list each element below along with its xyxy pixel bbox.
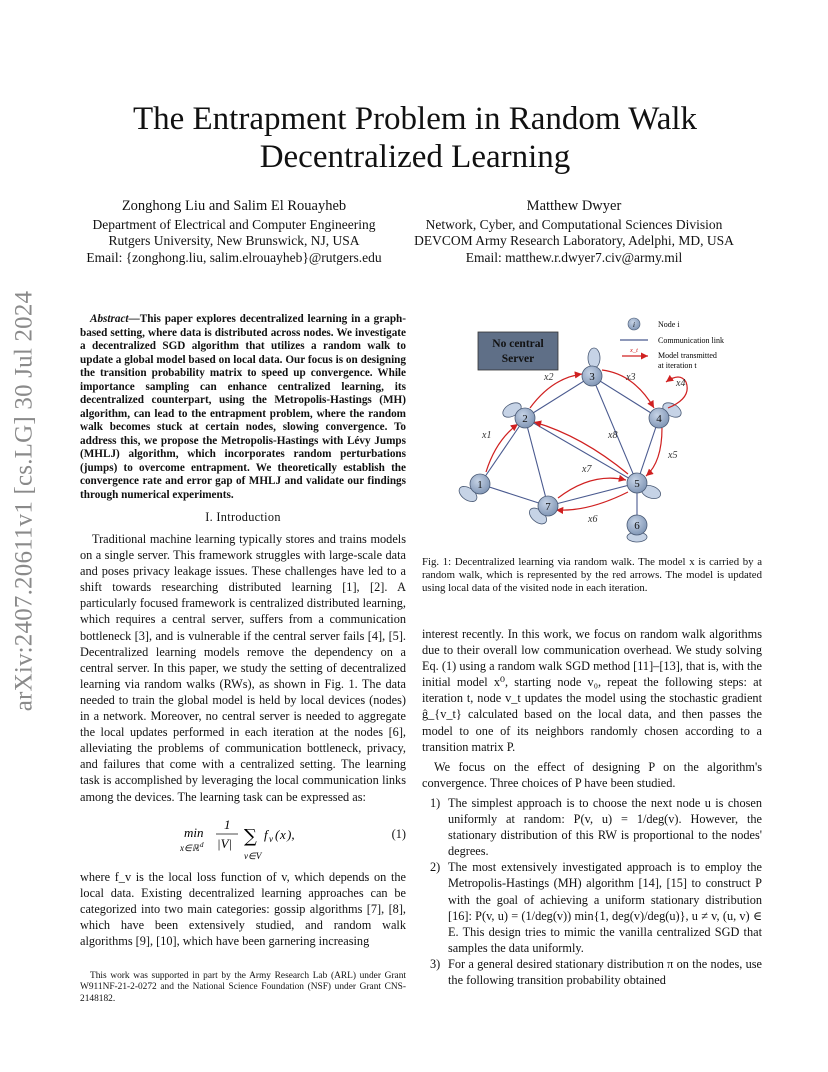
edge-label-x1: x1 — [482, 430, 492, 441]
list-item-text: The simplest approach is to choose the next node u is chosen uniformly at random: P(v, u) = 1/deg(v). However, the stationary distribution of this RW is proportional to the nodes' degrees. — [448, 795, 762, 859]
svg-text:f: f — [264, 826, 268, 842]
abstract-label: Abstract — [90, 313, 129, 325]
edge-label-x6: x6 — [588, 514, 598, 525]
abstract — [80, 313, 406, 502]
svg-text:v∈V: v∈V — [244, 850, 262, 861]
node-label-5: 5 — [634, 478, 640, 490]
author-name: Matthew Dwyer — [526, 198, 622, 214]
list-number: 2) — [430, 860, 441, 875]
edge-label-x7: x7 — [582, 464, 592, 475]
equation-1-graphic — [180, 815, 330, 865]
svg-text:v: v — [269, 833, 273, 844]
edge-label-x5: x5 — [668, 450, 678, 461]
author-affiliation: Network, Cyber, and Computational Sciences Division — [425, 216, 723, 232]
server-label-line-2: Server — [501, 353, 535, 365]
communication-links — [480, 376, 659, 525]
list-number: 3) — [430, 956, 441, 971]
node-label-2: 2 — [522, 413, 528, 425]
server-label-line-1: No central — [492, 338, 544, 350]
node-label-3: 3 — [589, 371, 595, 383]
figure-1-caption: Fig. 1: Decentralized learning via random walk. The model x is carried by a random walk, which is represented by the red arrows. The model is updated using local data of the visited node in each iteration. — [422, 556, 762, 595]
node-label-7: 7 — [545, 501, 551, 513]
author-block-1 — [70, 198, 398, 266]
svg-text:∑: ∑ — [244, 825, 257, 847]
author-email: Email: matthew.r.dwyer7.civ@army.mil — [465, 249, 683, 265]
list-item — [422, 859, 762, 956]
equation-1 — [80, 811, 406, 865]
list-item-text: The most extensively investigated approach is to employ the Metropolis-Hastings (MH) algorithm [14], [15] to construct P with the goal of achieving a uniform stationary distribution [16]: P(v, u) = (1/deg(v)) min{1, deg(v)/deg(u)}, u ≠ v, (u, v) ∈ E. This design tries to mimic the vanilla centralized SGD that samples the data uniformly. — [448, 860, 762, 955]
right-paragraph-2: We focus on the effect of designing P on the algorithm's convergence. Three choices of P have been studied. — [422, 759, 762, 790]
arxiv-id-text: arXiv:2407.20611v1 [cs.LG] 30 Jul 2024 — [10, 290, 38, 712]
svg-text:(: ( — [275, 826, 280, 842]
intro-paragraph-1: Traditional machine learning typically stores and trains models on a single server. This framework struggles with large-scale data and poses privacy leakage issues. These challenges have led to a shift towards researching distributed learning [1], [2]. A particularly focused framework is centralized distributed learning, which requires a central server, suffers from a communication bottleneck [3], and is vulnerable if the central server fails [4], [5]. Decentralized learning models remove the dependency on a central server. In this paper, we study the setting of decentralized learning via random walks (RWs), as shown in Fig. 1. The data needed to train the global model is held by local devices (nodes) in a network. Moreover, no central server is needed to aggregate the local updates performed in each iteration at the nodes [6], alleviating the problems of communication bottleneck, privacy, and failures that come with a centralized setting. The learning task is accomplished by leveraging the local communication links among the devices. The learning task can be expressed as: — [80, 532, 406, 804]
node-label-6: 6 — [634, 520, 640, 532]
list-item-text: For a general desired stationary distribution π on the nodes, use the following transition probability obtained — [448, 956, 762, 987]
legend-arrow-label: x_t — [630, 347, 638, 354]
author-block-2 — [400, 198, 748, 266]
author-affiliation: Department of Electrical and Computer Engineering — [92, 216, 376, 232]
right-column — [422, 626, 762, 988]
edge-label-x3: x3 — [626, 372, 636, 383]
funding-footnote: This work was supported in part by the Army Research Lab (ARL) under Grant W911NF-21-2-0272 and the National Science Foundation (NSF) under Grant CNS-2148182. — [80, 971, 406, 1004]
svg-text:1: 1 — [224, 816, 231, 832]
list-number: 1) — [430, 795, 441, 810]
right-paragraph-1: interest recently. In this work, we focus on random walk algorithms due to their overall low communication overhead. We study solving Eq. (1) using a random walk SGD method [11]–[13], that is, with the initial model x⁰, starting node v₀, repeat the following steps: at iteration t, node v_t updates the model using the stochastic gradient ĝ_{v_t} calculated based on the local data, and then passes the model to one of its neighbors randomly chosen according to a transition matrix P. — [422, 627, 762, 754]
intro-paragraph-2: where f_v is the local loss function of v, which depends on the local data. Existing decentralized learning approaches can be categorized into two main categories: gossip algorithms [7], [8], which have been extensively studied, and random walk algorithms [9], [10], which have been garnering increasing — [80, 869, 406, 948]
transition-choices-list — [422, 795, 762, 988]
list-item — [422, 956, 762, 988]
paper-title — [60, 100, 770, 176]
equation-1-number: (1) — [391, 826, 406, 841]
author-email: Email: {zonghong.liu, salim.elrouayheb}@rutgers.edu — [86, 249, 382, 265]
node-labels — [477, 371, 662, 532]
svg-text:x: x — [280, 826, 286, 842]
author-location: Rutgers University, New Brunswick, NJ, USA — [108, 233, 360, 248]
svg-text:|V|: |V| — [217, 835, 233, 851]
left-column — [80, 313, 406, 1005]
abstract-text: —This paper explores decentralized learning in a graph-based setting, where data is distributed across nodes. We investigate a decentralized SGD algorithm that utilizes a random walk to update a global model based on local data. Our focus is on designing the transition probability matrix to speed up convergence. While importance sampling can enhance centralized learning, its decentralized counterpart, using the Metropolis-Hastings (MH) algorithm, can lead to the entrapment problem, where the random walk becomes stuck at certain nodes, slowing convergence. To address this, we propose the Metropolis-Hastings with Lévy Jumps (MHLJ) algorithm, which incorporates random perturbations (jumps) to overcome entrapment. We theoretically establish the convergence rate and error gap of MHLJ and validate our findings through numerical experiments. — [80, 313, 406, 501]
svg-text:i: i — [633, 321, 635, 329]
edge-label-x2: x2 — [544, 372, 554, 383]
title-line-1: The Entrapment Problem in Random Walk — [132, 101, 698, 137]
legend-link-text: Communication link — [658, 336, 724, 345]
legend-node-text: Node i — [658, 320, 680, 329]
figure-1-graph — [422, 312, 762, 548]
author-name: Zonghong Liu and Salim El Rouayheb — [121, 198, 347, 214]
edge-label-x4: x4 — [676, 378, 686, 389]
title-line-2: Decentralized Learning — [259, 139, 571, 175]
author-location: DEVCOM Army Research Laboratory, Adelphi, MD, USA — [414, 233, 734, 248]
edge-labels — [481, 372, 685, 525]
list-item — [422, 795, 762, 859]
legend-model-text-2: at iteration t — [658, 361, 697, 370]
edge-label-x8: x8 — [608, 430, 618, 441]
arxiv-identifier — [2, 290, 46, 712]
svg-text:d: d — [200, 840, 204, 849]
section-heading-introduction: I. Introduction — [205, 510, 281, 524]
node-label-1: 1 — [477, 479, 483, 491]
svg-text:min: min — [184, 824, 204, 840]
svg-text:),: ), — [287, 826, 295, 842]
svg-text:x∈ℝ: x∈ℝ — [180, 842, 199, 853]
node-label-4: 4 — [656, 413, 662, 425]
legend-model-text-1: Model transmitted — [658, 351, 717, 360]
